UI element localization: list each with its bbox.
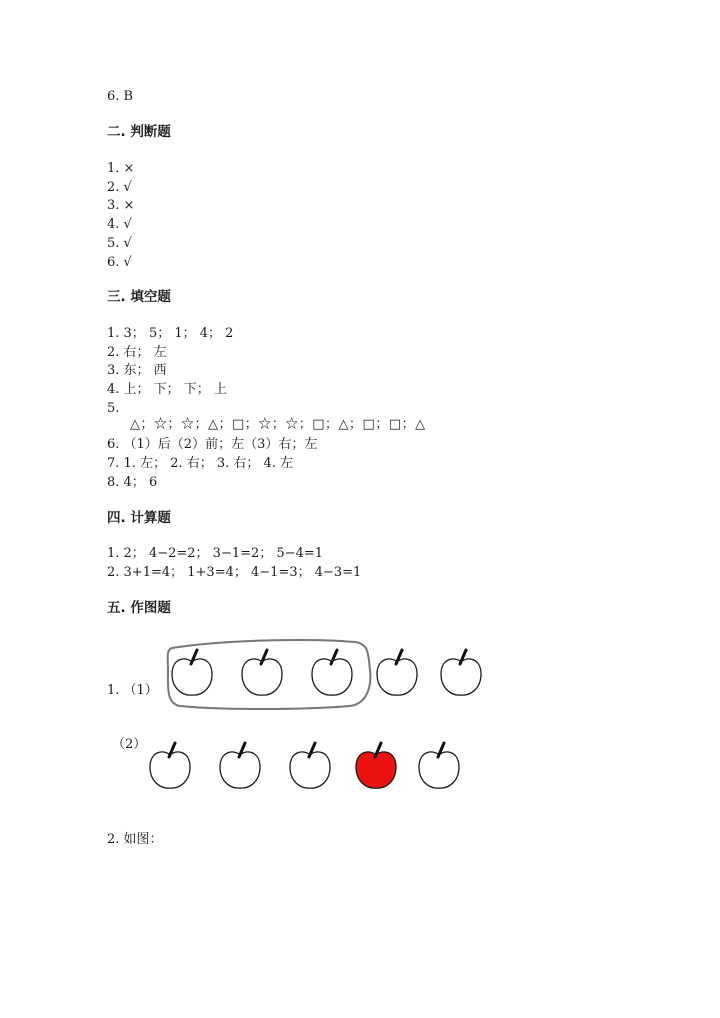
calc-answer-1: 1. 2； 4−2=2； 3−1=2； 5−4=1 — [107, 546, 323, 561]
draw-q1-part2-label: （2） — [112, 737, 147, 752]
draw-q2-label: 2. 如图： — [107, 832, 163, 847]
apple-icon — [172, 650, 212, 695]
judge-answer-4: 4. √ — [107, 217, 132, 232]
apple-icon — [220, 743, 260, 788]
calc-answer-2: 2. 3+1=4； 1+3=4； 4−1=3； 4−3=1 — [107, 565, 362, 580]
section-5-title: 五. 作图题 — [107, 600, 171, 616]
fill-answer-5-label: 5. — [107, 401, 120, 416]
apple-icon — [419, 743, 459, 788]
apple-row-circled-figure — [160, 636, 490, 712]
judge-answer-6: 6. √ — [107, 255, 132, 270]
apple-icon — [290, 743, 330, 788]
apple-row-colored-figure — [140, 735, 470, 795]
apple-icon — [150, 743, 190, 788]
fill-answer-4: 4. 上； 下； 下； 上 — [107, 382, 227, 397]
judge-answer-3: 3. × — [107, 198, 135, 213]
apple-icon — [377, 650, 417, 695]
red-apple-icon — [356, 743, 396, 788]
judge-answer-2: 2. √ — [107, 180, 132, 195]
answer-6: 6. B — [107, 89, 134, 104]
apple-icon — [242, 650, 282, 695]
apple-icon — [441, 650, 481, 695]
section-4-title: 四. 计算题 — [107, 510, 171, 526]
fill-answer-3: 3. 东； 西 — [107, 363, 167, 378]
fill-answer-6: 6. （1）后（2）前；左（3）右；左 — [107, 437, 318, 452]
section-2-title: 二. 判断题 — [107, 124, 171, 140]
section-3-title: 三. 填空题 — [107, 289, 171, 305]
fill-answer-1: 1. 3； 5； 1； 4； 2 — [107, 326, 234, 341]
fill-answer-2: 2. 右； 左 — [107, 345, 167, 360]
fill-answer-5-shapes: △；☆；☆；△；□；☆；☆；□；△；□；□；△ — [130, 417, 426, 432]
apple-icon — [312, 650, 352, 695]
draw-q1-part1-label: 1. （1） — [107, 683, 158, 698]
judge-answer-5: 5. √ — [107, 236, 132, 251]
fill-answer-7: 7. 1. 左； 2. 右； 3. 右； 4. 左 — [107, 456, 294, 471]
judge-answer-1: 1. × — [107, 161, 135, 176]
fill-answer-8: 8. 4； 6 — [107, 475, 158, 490]
